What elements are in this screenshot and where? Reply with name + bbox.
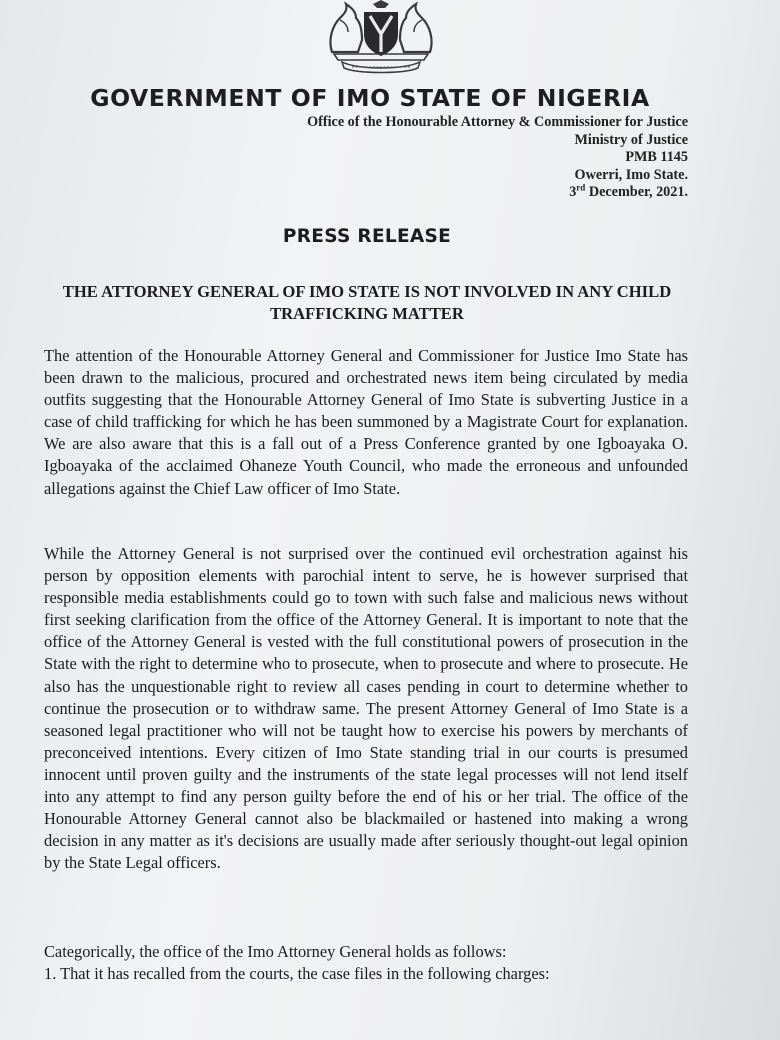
government-title: GOVERNMENT OF IMO STATE OF NIGERIA <box>90 84 650 112</box>
coat-of-arms-icon <box>318 0 444 74</box>
body-paragraph: Categorically, the office of the Imo Attorney General holds as follows: <box>44 942 507 961</box>
address-line-office: Office of the Honourable Attorney & Commissioner for Justice <box>307 114 688 130</box>
release-date <box>307 184 688 202</box>
press-release-label: PRESS RELEASE <box>282 226 452 247</box>
date-suffix: rd <box>576 182 586 193</box>
date-day: 3 <box>569 184 577 201</box>
body-paragraph: The attention of the Honourable Attorney General and Commissioner for Justice Imo State has been drawn to the malicious, procured and orchestrated news item being circulated by media outfits suggesting that the Honourable Attorney General of Imo State is subverting Justice in a case of child trafficking for which he has been summoned by a Magistrate Court for explanation. We are also aware that this is a fall out of a Press Conference granted by one Igboayaka O. Igboayaka of the acclaimed Ohaneze Youth Council, who made the erroneous and unfounded allegations against the Chief Law officer of Imo State. <box>44 346 688 498</box>
address-line-city: Owerri, Imo State. <box>574 166 688 183</box>
office-address-block <box>307 114 688 202</box>
address-line-ministry: Ministry of Justice <box>574 131 688 148</box>
list-item: 1. That it has recalled from the courts, the case files in the following charges: <box>44 964 550 983</box>
date-rest: December, 2021. <box>585 184 688 201</box>
address-line-pmb: PMB 1145 <box>625 149 688 166</box>
body-paragraph: While the Attorney General is not surprised over the continued evil orchestration against his person by opposition elements with parochial intent to serve, he is however surprised that responsible media establishments could go to town with such false and malicious news without first seeking clarification from the office of the Attorney General. It is important to note that the office of the Attorney General is vested with the full constitutional powers of prosecution in the State with the right to determine who to prosecute, when to prosecute and where to prosecute. He also has the unquestionable right to review all cases pending in court to determine whether to continue the prosecution or to withdraw same. The present Attorney General of Imo State is a seasoned legal practitioner who will not be taught how to exercise his powers by merchants of preconceived intentions. Every citizen of Imo State standing trial in our courts is presumed innocent until proven guilty and the instruments of the state legal processes will not lend itself into any attempt to find any person guilty before the end of his or her trial. The office of the Honourable Attorney General cannot also be blackmailed or hastened into making a wrong decision in any matter as it's decisions are usually made after seriously thought-out legal opinion by the State Legal officers. <box>44 544 688 873</box>
press-release-headline: THE ATTORNEY GENERAL OF IMO STATE IS NOT INVOLVED IN ANY CHILD TRAFFICKING MATTER <box>62 282 672 323</box>
